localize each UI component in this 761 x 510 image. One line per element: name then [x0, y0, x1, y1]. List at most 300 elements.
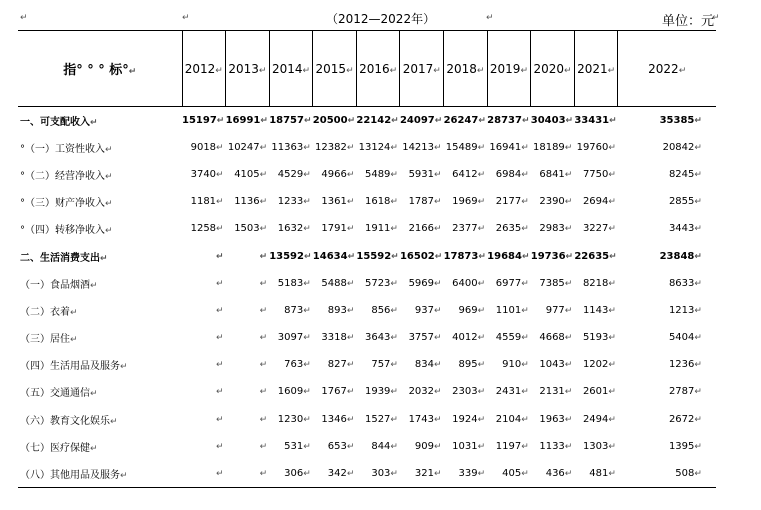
table-cell: 20500↵ [312, 114, 356, 126]
paragraph-mark-icon: ↵ [564, 360, 573, 371]
table-cell: 5183↵ [277, 277, 311, 289]
table-cell: 8245↵ [668, 168, 702, 180]
paragraph-mark-icon: ↵ [521, 468, 529, 479]
paragraph-mark-icon: ↵ [712, 13, 720, 23]
paragraph-mark-icon: ↵ [564, 224, 573, 235]
paragraph-mark-icon: ↵ [216, 333, 224, 344]
table-cell: 2787↵ [668, 386, 702, 398]
row-label: °（二）经营净收入↵ [20, 170, 113, 182]
table-cell: 14634↵ [312, 250, 356, 262]
table-cell: 16991↵ [225, 114, 268, 126]
row-label: （三）居住↵ [20, 334, 78, 346]
table-cell: 3757↵ [408, 332, 442, 344]
table-cell: 1969↵ [452, 196, 486, 208]
table-row [18, 270, 716, 297]
paragraph-mark-icon: ↵ [434, 468, 442, 479]
table-cell: 2431↵ [495, 386, 529, 398]
paragraph-mark-icon: ↵ [434, 142, 442, 153]
paragraph-mark-icon: ↵ [216, 468, 224, 479]
table-cell: 15592↵ [356, 250, 399, 262]
paragraph-mark-icon: ↵ [477, 169, 486, 180]
paragraph-mark-icon: ↵ [346, 197, 355, 208]
paragraph-mark-icon: ↵ [216, 414, 224, 425]
table-cell: 2601↵ [582, 386, 616, 398]
table-cell: 6841↵ [539, 168, 573, 180]
table-cell: 22635↵ [574, 250, 617, 262]
paragraph-mark-icon: ↵ [259, 251, 268, 262]
paragraph-mark-icon: ↵ [346, 169, 355, 180]
table-cell: 2983↵ [539, 223, 573, 235]
table-cell: 1202↵ [582, 359, 616, 371]
table-cell: 834↵ [414, 359, 442, 371]
paragraph-mark-icon: ↵ [521, 197, 529, 208]
table-row [18, 107, 716, 134]
table-cell [182, 324, 226, 351]
row-label: °（一）工资性收入↵ [20, 143, 113, 155]
table-cell: 2303↵ [452, 386, 486, 398]
paragraph-mark-icon: ↵ [434, 387, 442, 398]
paragraph-mark-icon: ↵ [521, 251, 530, 262]
paragraph-mark-icon: ↵ [346, 387, 355, 398]
table-cell: 1527↵ [364, 413, 398, 425]
paragraph-mark-icon: ↵ [609, 115, 617, 126]
paragraph-mark-icon: ↵ [434, 278, 442, 289]
table-cell: 1031↵ [452, 440, 486, 452]
row-label: （八）其他用品及服务↵ [18, 460, 182, 487]
paragraph-mark-icon: ↵ [216, 387, 224, 398]
paragraph-mark-icon: ↵ [259, 278, 268, 289]
year-header: 2017↵ [400, 31, 444, 107]
year-header: 2016↵ [356, 31, 400, 107]
table-cell [226, 433, 270, 460]
paragraph-mark-icon: ↵ [694, 387, 702, 398]
table-cell: 5193↵ [582, 332, 616, 344]
paragraph-mark-icon: ↵ [347, 251, 356, 262]
paragraph-mark-icon: ↵ [477, 360, 486, 371]
paragraph-mark-icon: ↵ [608, 468, 616, 479]
paragraph-mark-icon: ↵ [390, 142, 398, 153]
paragraph-mark-icon: ↵ [521, 224, 529, 235]
table-cell: 4966↵ [321, 168, 355, 180]
table-header-row [18, 31, 716, 107]
table-cell [182, 378, 226, 405]
year-header: 2014↵ [269, 31, 313, 107]
paragraph-mark-icon: ↵ [608, 360, 616, 371]
table-cell: 873↵ [284, 304, 311, 316]
table-cell: 405↵ [487, 460, 531, 487]
paragraph-mark-icon: ↵ [694, 115, 702, 126]
paragraph-mark-icon: ↵ [564, 305, 573, 316]
paragraph-mark-icon: ↵ [259, 169, 268, 180]
paragraph-mark-icon: ↵ [694, 142, 702, 153]
paragraph-mark-icon: ↵ [477, 278, 486, 289]
paragraph-mark-icon: ↵ [346, 224, 355, 235]
table-cell: 1939↵ [364, 386, 398, 398]
table-cell: 19684↵ [487, 250, 530, 262]
paragraph-mark-icon: ↵ [105, 144, 113, 155]
table-cell [226, 406, 270, 433]
paragraph-mark-icon: ↵ [390, 305, 398, 316]
paragraph-mark-icon: ↵ [521, 360, 529, 371]
paragraph-mark-icon: ↵ [608, 333, 616, 344]
paragraph-mark-icon: ↵ [694, 224, 702, 235]
table-body [18, 107, 716, 488]
table-cell [182, 460, 226, 487]
paragraph-mark-icon: ↵ [303, 414, 311, 425]
table-cell: 7750↵ [582, 168, 616, 180]
table-cell [226, 324, 270, 351]
table-cell [182, 242, 226, 269]
paragraph-mark-icon: ↵ [391, 251, 399, 262]
table-cell: 508↵ [618, 460, 716, 487]
table-cell: 15197↵ [182, 114, 225, 126]
paragraph-mark-icon: ↵ [694, 251, 702, 262]
paragraph-mark-icon: ↵ [303, 142, 311, 153]
table-cell: 844↵ [371, 440, 398, 452]
paragraph-mark-icon: ↵ [105, 226, 113, 237]
table-cell: 4559↵ [495, 332, 529, 344]
table-cell: 1503↵ [234, 223, 268, 235]
table-cell: 1346↵ [321, 413, 355, 425]
table-cell: 11363↵ [271, 141, 311, 153]
paragraph-mark-icon: ↵ [303, 224, 311, 235]
table-cell: 17873↵ [443, 250, 486, 262]
table-cell: 2855↵ [668, 196, 702, 208]
paragraph-mark-icon: ↵ [694, 305, 702, 316]
table-cell [226, 297, 270, 324]
paragraph-mark-icon: ↵ [434, 360, 442, 371]
table-cell: 13592↵ [269, 250, 312, 262]
paragraph-mark-icon: ↵ [259, 305, 268, 316]
table-cell: 1133↵ [539, 440, 573, 452]
table-cell: 35385↵ [659, 114, 702, 126]
table-cell: 2104↵ [495, 413, 529, 425]
table-cell: 4105↵ [234, 168, 268, 180]
paragraph-mark-icon: ↵ [564, 387, 573, 398]
table-cell [182, 433, 226, 460]
row-label: 二、生活消费支出↵ [20, 252, 108, 264]
paragraph-mark-icon: ↵ [564, 414, 573, 425]
table-cell [226, 351, 270, 378]
table-cell: 1609↵ [277, 386, 311, 398]
paragraph-mark-icon: ↵ [303, 360, 311, 371]
table-cell: 2672↵ [668, 413, 702, 425]
paragraph-mark-icon: ↵ [303, 197, 311, 208]
table-cell: 19736↵ [530, 250, 574, 262]
paragraph-mark-icon: ↵ [477, 468, 486, 479]
paragraph-mark-icon: ↵ [260, 115, 268, 126]
table-row [18, 406, 716, 433]
paragraph-mark-icon: ↵ [390, 333, 398, 344]
paragraph-mark-icon: ↵ [390, 224, 398, 235]
paragraph-mark-icon: ↵ [391, 115, 399, 126]
paragraph-mark-icon: ↵ [477, 387, 486, 398]
table-row [18, 242, 716, 269]
paragraph-mark-icon: ↵ [608, 142, 616, 153]
paragraph-mark-icon: ↵ [259, 224, 268, 235]
paragraph-mark-icon: ↵ [70, 307, 78, 318]
table-cell: 8633↵ [668, 277, 702, 289]
paragraph-mark-icon: ↵ [608, 169, 616, 180]
table-cell: 856↵ [371, 304, 398, 316]
table-cell: 7385↵ [539, 277, 573, 289]
table-cell: 5488↵ [321, 277, 355, 289]
table-cell: 4668↵ [539, 332, 573, 344]
table-row [18, 134, 716, 161]
paragraph-mark-icon: ↵ [477, 305, 486, 316]
paragraph-mark-icon: ↵ [259, 142, 268, 153]
paragraph-mark-icon: ↵ [390, 197, 398, 208]
paragraph-mark-icon: ↵ [609, 251, 617, 262]
table-cell: 3227↵ [582, 223, 616, 235]
table-cell: 1791↵ [321, 223, 355, 235]
table-cell: 3318↵ [321, 332, 355, 344]
table-cell [226, 460, 270, 487]
paragraph-mark-icon: ↵ [216, 142, 224, 153]
year-header: 2012↵ [182, 31, 226, 107]
paragraph-mark-icon: ↵ [120, 362, 128, 373]
table-cell: 1143↵ [582, 304, 616, 316]
paragraph-mark-icon: ↵ [434, 169, 442, 180]
table-cell: 6977↵ [495, 277, 529, 289]
paragraph-mark-icon: ↵ [259, 441, 268, 452]
paragraph-mark-icon: ↵ [216, 251, 224, 262]
table-cell: 5931↵ [408, 168, 442, 180]
table-cell [226, 378, 270, 405]
paragraph-mark-icon: ↵ [521, 387, 529, 398]
table-row [18, 297, 716, 324]
paragraph-mark-icon: ↵ [521, 333, 529, 344]
paragraph-mark-icon: ↵ [303, 468, 311, 479]
paragraph-mark-icon: ↵ [434, 305, 442, 316]
table-cell: 1787↵ [408, 196, 442, 208]
year-header: 2013↵ [226, 31, 270, 107]
paragraph-mark-icon: ↵ [694, 441, 702, 452]
paragraph-mark-icon: ↵ [521, 441, 529, 452]
paragraph-mark-icon: ↵ [694, 468, 702, 479]
paragraph-mark-icon: ↵ [259, 468, 268, 479]
paragraph-mark-icon: ↵ [564, 197, 573, 208]
table-cell: 1233↵ [277, 196, 311, 208]
table-cell: 12382↵ [315, 141, 355, 153]
paragraph-mark-icon: ↵ [694, 169, 702, 180]
paragraph-mark-icon: ↵ [120, 470, 128, 481]
period-label: （2012—2022年） [326, 12, 436, 26]
paragraph-mark-icon: ↵ [434, 251, 443, 262]
paragraph-mark-icon: ↵ [346, 360, 355, 371]
paragraph-mark-icon: ↵ [303, 387, 311, 398]
paragraph-mark-icon: ↵ [216, 115, 225, 126]
table-cell: 1213↵ [668, 304, 702, 316]
paragraph-mark-icon: ↵ [608, 224, 616, 235]
paragraph-mark-icon: ↵ [434, 441, 442, 452]
table-cell: 5404↵ [668, 332, 702, 344]
table-cell: 436↵ [531, 460, 575, 487]
paragraph-mark-icon: ↵ [564, 278, 573, 289]
row-label: （五）交通通信↵ [20, 388, 98, 400]
paragraph-mark-icon: ↵ [259, 333, 268, 344]
table-cell: 1181↵ [190, 196, 224, 208]
table-cell: 653↵ [327, 440, 355, 452]
table-cell: 2377↵ [452, 223, 486, 235]
table-cell: 20842↵ [662, 141, 702, 153]
table-cell [226, 242, 270, 269]
paragraph-mark-icon: ↵ [477, 224, 486, 235]
paragraph-mark-icon: ↵ [478, 251, 486, 262]
row-label: °（三）财产净收入↵ [20, 198, 113, 210]
paragraph-mark-icon: ↵ [346, 414, 355, 425]
table-cell: 6412↵ [452, 168, 486, 180]
table-cell: 1043↵ [539, 359, 573, 371]
paragraph-mark-icon: ↵ [70, 335, 78, 346]
year-header: 2018↵ [444, 31, 488, 107]
table-cell: 2635↵ [495, 223, 529, 235]
paragraph-mark-icon: ↵ [521, 305, 529, 316]
paragraph-mark-icon: ↵ [434, 333, 442, 344]
table-cell: 8218↵ [582, 277, 616, 289]
paragraph-mark-icon: ↵ [346, 142, 355, 153]
paragraph-mark-icon: ↵ [303, 251, 312, 262]
paragraph-mark-icon: ↵ [216, 197, 224, 208]
table-cell: 28737↵ [487, 114, 530, 126]
row-label: （四）生活用品及服务↵ [20, 361, 128, 373]
table-row [18, 351, 716, 378]
paragraph-mark-icon: ↵ [346, 333, 355, 344]
year-header: 2020↵ [531, 31, 575, 107]
paragraph-mark-icon: ↵ [182, 13, 190, 23]
paragraph-mark-icon: ↵ [303, 441, 311, 452]
paragraph-mark-icon: ↵ [694, 360, 702, 371]
table-caption-line [0, 10, 761, 28]
paragraph-mark-icon: ↵ [105, 171, 113, 182]
paragraph-mark-icon: ↵ [347, 115, 356, 126]
year-header: 2019↵ [487, 31, 531, 107]
paragraph-mark-icon: ↵ [110, 416, 118, 427]
year-header: 2021↵ [574, 31, 618, 107]
table-cell: 16941↵ [489, 141, 529, 153]
paragraph-mark-icon: ↵ [477, 414, 486, 425]
paragraph-mark-icon: ↵ [564, 333, 573, 344]
paragraph-mark-icon: ↵ [608, 414, 616, 425]
paragraph-mark-icon: ↵ [216, 169, 224, 180]
table-row [18, 215, 716, 242]
paragraph-mark-icon: ↵ [477, 197, 486, 208]
paragraph-mark-icon: ↵ [434, 224, 442, 235]
table-cell: 895↵ [458, 359, 486, 371]
paragraph-mark-icon: ↵ [434, 197, 442, 208]
table-cell [182, 297, 226, 324]
table-cell: 3097↵ [277, 332, 311, 344]
paragraph-mark-icon: ↵ [564, 169, 573, 180]
paragraph-mark-icon: ↵ [477, 441, 486, 452]
paragraph-mark-icon: ↵ [90, 389, 98, 400]
table-cell: 2390↵ [539, 196, 573, 208]
paragraph-mark-icon: ↵ [608, 387, 616, 398]
table-row [18, 324, 716, 351]
table-cell [226, 270, 270, 297]
table-cell: 1197↵ [495, 440, 529, 452]
table-cell: 26247↵ [443, 114, 486, 126]
table-cell: 10247↵ [227, 141, 268, 153]
table-cell: 757↵ [371, 359, 398, 371]
row-label: （二）衣着↵ [20, 306, 78, 318]
paragraph-mark-icon: ↵ [434, 115, 443, 126]
paragraph-mark-icon: ↵ [303, 278, 311, 289]
row-label: （六）教育文化娱乐↵ [20, 415, 118, 427]
paragraph-mark-icon: ↵ [521, 115, 530, 126]
paragraph-mark-icon: ↵ [521, 142, 529, 153]
table-cell: 24097↵ [399, 114, 443, 126]
paragraph-mark-icon: ↵ [90, 117, 98, 128]
paragraph-mark-icon: ↵ [521, 278, 529, 289]
paragraph-mark-icon: ↵ [390, 278, 398, 289]
table-cell: 16502↵ [399, 250, 443, 262]
paragraph-mark-icon: ↵ [105, 199, 113, 210]
table-cell: 13124↵ [358, 141, 398, 153]
table-cell: 977↵ [545, 304, 573, 316]
table-cell: 1236↵ [668, 359, 702, 371]
paragraph-mark-icon: ↵ [390, 441, 398, 452]
table-cell: 1767↵ [321, 386, 355, 398]
table-cell: 19760↵ [576, 141, 616, 153]
table-cell: 937↵ [414, 304, 442, 316]
indicator-header: 指° ° ° 标°↵ [18, 31, 182, 107]
table-cell: 4529↵ [277, 168, 311, 180]
paragraph-mark-icon: ↵ [346, 441, 355, 452]
paragraph-mark-icon: ↵ [90, 443, 98, 454]
table-cell: 827↵ [327, 359, 355, 371]
row-label: 一、可支配收入↵ [20, 116, 98, 128]
table-cell: 481↵ [574, 460, 618, 487]
year-header: 2015↵ [313, 31, 357, 107]
paragraph-mark-icon: ↵ [216, 278, 224, 289]
paragraph-mark-icon: ↵ [694, 197, 702, 208]
paragraph-mark-icon: ↵ [216, 305, 224, 316]
table-cell: 5489↵ [364, 168, 398, 180]
table-cell [182, 270, 226, 297]
paragraph-mark-icon: ↵ [259, 387, 268, 398]
table-cell: 6400↵ [452, 277, 486, 289]
table-cell: 5969↵ [408, 277, 442, 289]
paragraph-mark-icon: ↵ [216, 360, 224, 371]
paragraph-mark-icon: ↵ [565, 251, 574, 262]
table-cell: 18189↵ [532, 141, 573, 153]
table-row [18, 161, 716, 188]
table-cell: 1632↵ [277, 223, 311, 235]
paragraph-mark-icon: ↵ [100, 253, 108, 264]
unit-label: 单位：元 [662, 14, 715, 29]
table-cell: 342↵ [313, 460, 357, 487]
table-cell: 3443↵ [668, 223, 702, 235]
paragraph-mark-icon: ↵ [694, 333, 702, 344]
table-cell: 321↵ [400, 460, 444, 487]
table-cell: 33431↵ [574, 114, 617, 126]
table-cell: 2694↵ [582, 196, 616, 208]
table-cell: 30403↵ [530, 114, 574, 126]
paragraph-mark-icon: ↵ [303, 115, 312, 126]
paragraph-mark-icon: ↵ [486, 13, 494, 23]
paragraph-mark-icon: ↵ [694, 278, 702, 289]
table-row [18, 460, 716, 487]
table-cell: 22142↵ [356, 114, 399, 126]
table-cell [182, 351, 226, 378]
paragraph-mark-icon: ↵ [20, 13, 28, 23]
paragraph-mark-icon: ↵ [694, 414, 702, 425]
paragraph-mark-icon: ↵ [390, 387, 398, 398]
paragraph-mark-icon: ↵ [390, 468, 398, 479]
row-label: （一）食品烟酒↵ [20, 279, 98, 291]
paragraph-mark-icon: ↵ [521, 414, 529, 425]
